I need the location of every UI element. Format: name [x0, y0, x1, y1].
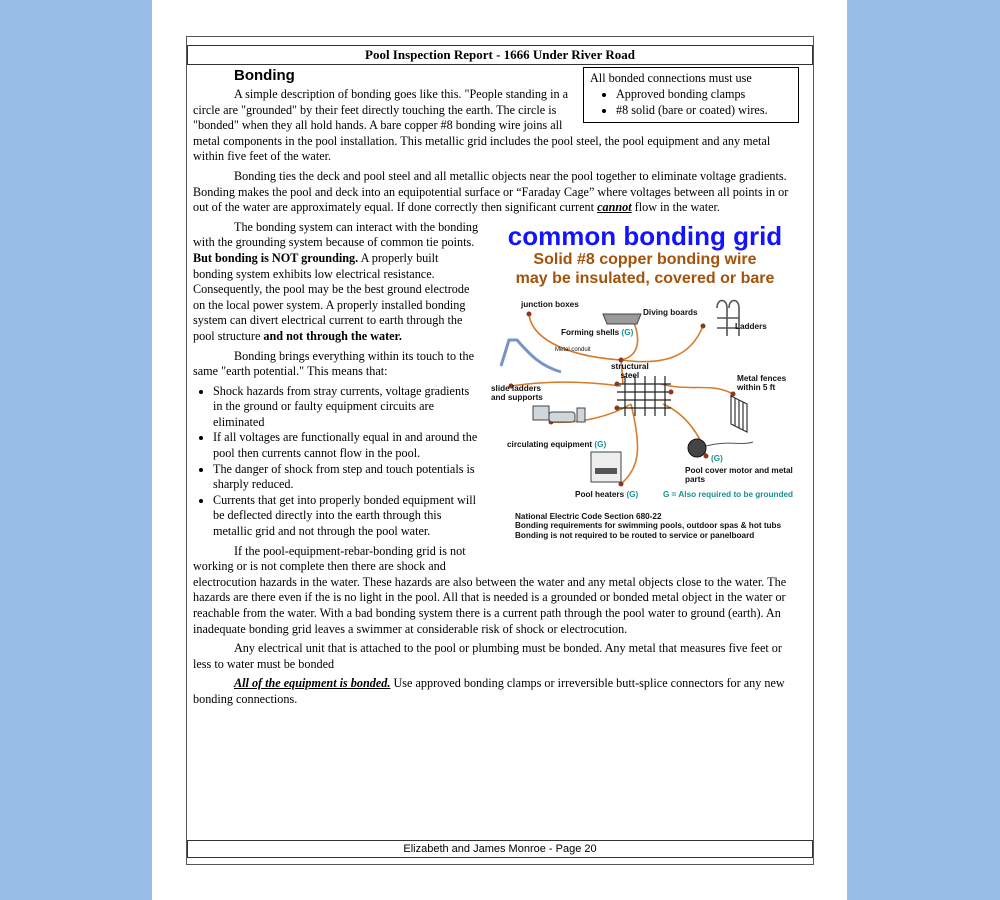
section-title: Bonding [234, 67, 295, 84]
paragraph: The bonding system can interact with the bonding with the grounding system because of common tie points. But bonding is NOT grounding. A properly built bonding system exhibits low electrical resistance. Consequently, the pool may be the best ground electrode on the local power system. A properly installed bonding system can divert electrical current to earth through the pool structure and not through the water. [193, 219, 479, 343]
document-page [152, 0, 847, 900]
emphasis: All of the equipment is bonded. [234, 676, 391, 691]
paragraph: If the pool-equipment-rebar-bonding grid is not working or is not complete then there are shock and electrocution hazards in the water. These hazards are also between the water and any metal objects close to the water. The hazards are there even if the is no light in the pool. All that is needed is a grounded or bonded metal object in the water or reachable from the water. With a bad bonding system there is a current path through the pool water to ground (earth). An inadequate bonding grid leaves a swimmer at considerable risk of shock or electrocution. [193, 543, 787, 636]
label-ladders: Ladders [735, 321, 767, 331]
note-list [590, 86, 792, 118]
label-diving-boards: Diving boards [643, 307, 698, 317]
page-footer: Elizabeth and James Monroe - Page 20 [187, 840, 813, 858]
bonding-grid-figure [491, 222, 799, 566]
label-metal-fences: Metal fences within 5 ft [737, 373, 787, 392]
paragraph: All of the equipment is bonded. Use approved bonding clamps or irreversible butt-splice connectors for any new bonding connections. [193, 676, 785, 706]
label-circulating-equipment: circulating equipment (G) [507, 439, 607, 449]
label-cover-g: (G) [711, 453, 723, 463]
paragraph: A simple description of bonding goes like this. "People standing in a circle are "grounded" by their feet directly touching the earth. The circle is "bonded" when they all hold hands. A bare copper #8 bonding wire joins all metal components in the pool installation. This metallic grid includes the pool steel, the pool equipment and any metal within five feet of the water. [193, 87, 771, 164]
figure-subtitle: may be insulated, covered or bare [515, 269, 775, 287]
label-structural-steel: structural steel [611, 361, 649, 380]
list-item: • If all voltages are functionally equal in and around the pool then currents cannot flow in the pool. [213, 430, 799, 461]
label-pool-heaters: Pool heaters (G) [575, 489, 639, 499]
page-frame [186, 36, 814, 865]
label-junction-boxes: junction boxes [521, 299, 579, 309]
report-content [193, 67, 799, 708]
note-lead: All bonded connections must use [590, 71, 752, 85]
figure-subtitle: Solid #8 copper bonding wire [533, 250, 757, 268]
nec-note: National Electric Code Section 680-22 Bonding requirements for swimming pools, outdoor spas & hot tubs Bonding is not required to be routed to service or panelboard [515, 511, 782, 540]
paragraph: Bonding brings everything within its touch to the same "earth potential." This means that: [193, 348, 475, 379]
list-item: • The danger of shock from step and touch potentials is sharply reduced. [213, 462, 799, 493]
note-item: • Approved bonding clamps [616, 86, 792, 102]
list-item: • Currents that get into properly bonded equipment will be deflected directly into the earth through this metallic grid and not through the pool water. [213, 493, 799, 540]
list-item: • Shock hazards from stray currents, voltage gradients in the ground or faulty equipment circuits are eliminated [213, 384, 799, 431]
note-item: • #8 solid (bare or coated) wires. [616, 102, 792, 118]
paragraph: Any electrical unit that is attached to the pool or plumbing must be bonded. Any metal that measures five feet or less to water must be bonded [193, 641, 782, 671]
emphasis: cannot [597, 200, 632, 215]
label-metal-conduit: Metal conduit [555, 346, 591, 353]
figure-title: common bonding grid [507, 220, 783, 251]
label-forming-shells: Forming shells (G) [561, 327, 634, 337]
bonding-note-box [583, 67, 799, 123]
report-header: Pool Inspection Report - 1666 Under River Road [187, 45, 813, 65]
label-slide-ladders: slide ladders and supports [491, 383, 543, 402]
label-pool-cover: Pool cover motor and metal parts [685, 465, 793, 484]
label-g-note: G = Also required to be grounded [663, 489, 794, 499]
paragraph: Bonding ties the deck and pool steel and all metallic objects near the pool together to eliminate voltage gradients. Bonding makes the pool and deck into an equipotential surface or “Faraday Cage” where voltages between all points in or out of the water are approximately equal. If done correctly then significant current cannot flow in the water. [193, 168, 789, 215]
